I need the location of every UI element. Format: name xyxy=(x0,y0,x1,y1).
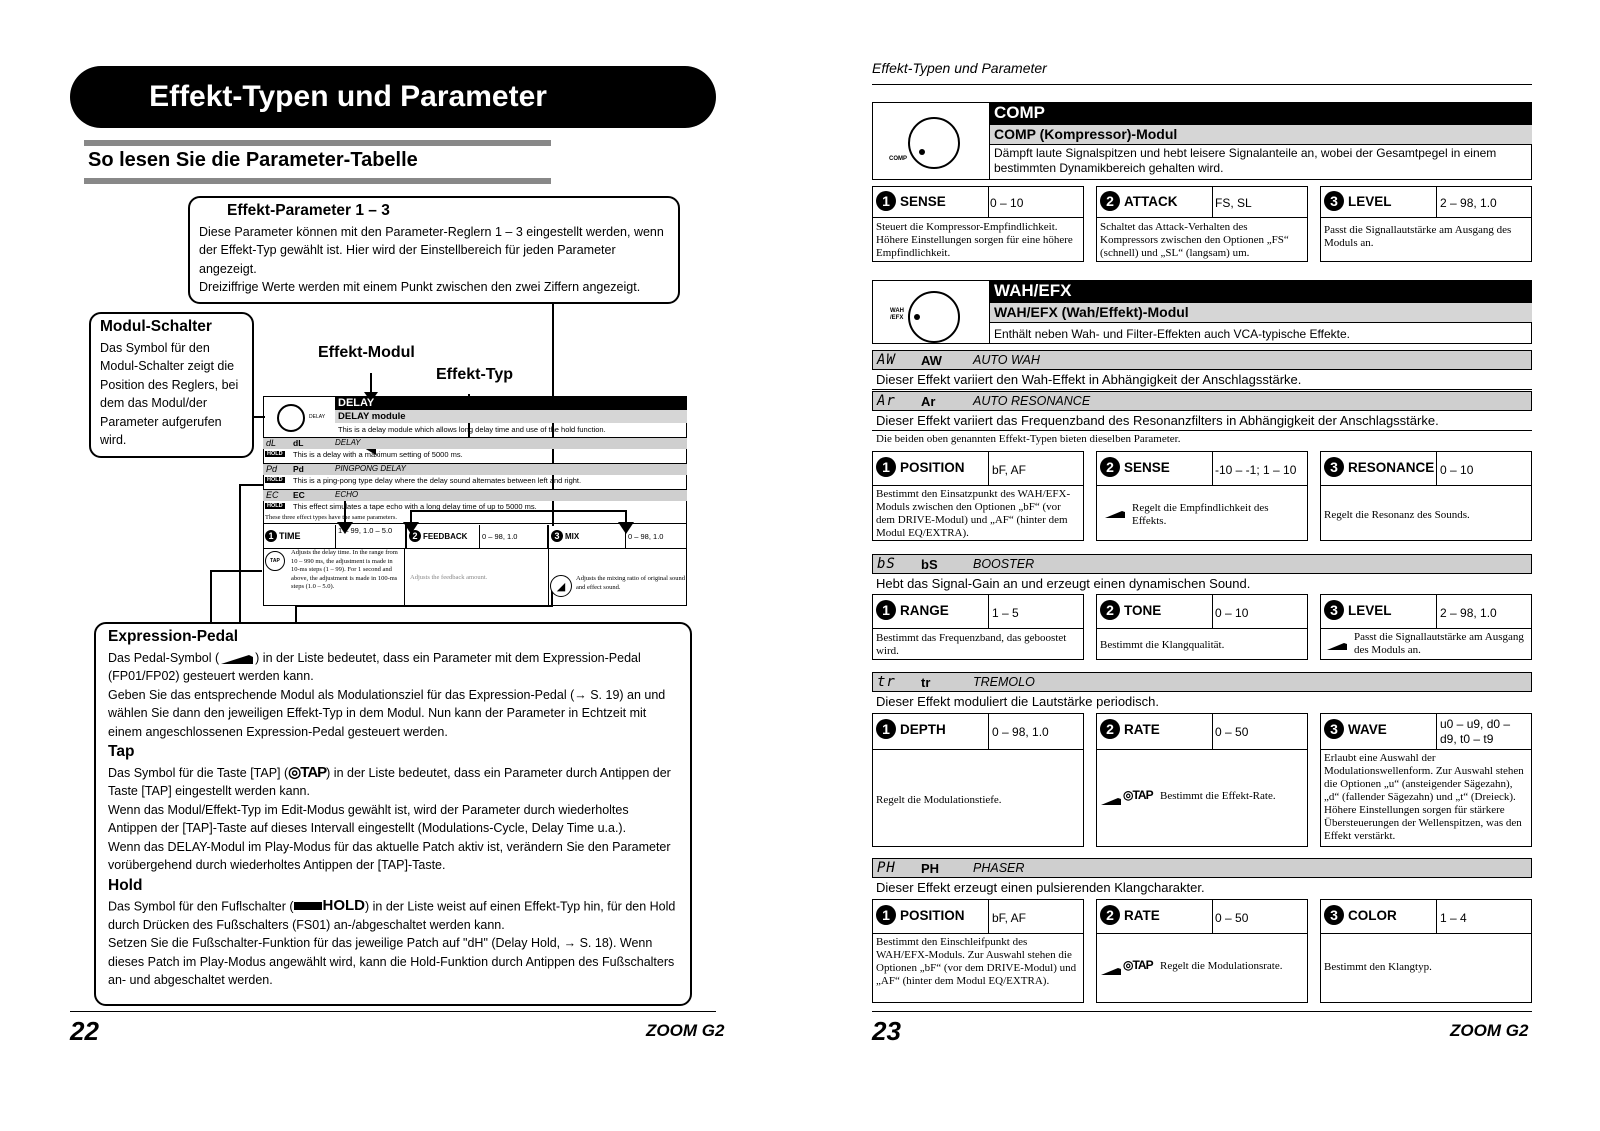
param-description: Steuert die Kompressor-Empfindlichkeit. Höhere Einstellungen sorgen für eine höhere Empfindlichkeit. xyxy=(876,221,1073,259)
callout-text: Das Symbol für den Modul-Schalter zeigt die Position des Reglers, bei dem das Modul/der Parameter aufgerufen wird. xyxy=(100,340,239,447)
param-description: Bestimmt den Einsatzpunkt des WAH/EFX-Moduls zwischen den Optionen „bF“ (vor dem DRIVE-Modul) und „AF“ (hinter dem Modul EQ/EXTRA). xyxy=(876,488,1071,539)
type-description: This effect simulates a tape echo with a long delay time of up to 5000 ms. xyxy=(293,502,537,511)
type-name: ECHO xyxy=(335,490,359,499)
param-name: COLOR xyxy=(1348,907,1397,923)
callout-heading: Hold xyxy=(108,876,143,894)
param-tone xyxy=(1100,600,1161,620)
param-desc-cell xyxy=(263,549,405,606)
param-description: Adjusts the feedback amount. xyxy=(410,574,488,581)
tap-icon: ◎TAP xyxy=(1123,788,1153,802)
pedal-icon xyxy=(1104,506,1126,516)
same-params-note: Die beiden oben genannten Effekt-Typen bieten dieselben Parameter. xyxy=(876,433,1181,445)
type-desc-row xyxy=(263,476,687,488)
callout-text: Wenn das Modul/Effekt-Typ im Edit-Modus gewählt ist, wird der Parameter durch wiederholtes Antippen der [TAP]-Taste auf dieses Intervall eingestellt (Modulations-Cycle, Delay Time u.a.). xyxy=(108,802,629,835)
type-description: Hebt das Signal-Gain an und erzeugt einen dynamischen Sound. xyxy=(876,576,1251,591)
connector-line xyxy=(239,484,241,630)
param-depth xyxy=(876,719,946,739)
param-position xyxy=(876,457,965,477)
type-name: AUTO RESONANCE xyxy=(973,394,1091,408)
divider xyxy=(1212,186,1213,217)
param-position xyxy=(876,905,965,925)
type-description: Dieser Effekt variiert den Wah-Effekt in Abhängigkeit der Anschlagsstärke. xyxy=(872,371,1532,390)
type-row xyxy=(263,463,687,475)
param-attack xyxy=(1100,191,1178,211)
param-name: RATE xyxy=(1124,907,1160,923)
divider xyxy=(1212,594,1213,628)
tap-icon-label: TAP xyxy=(1132,958,1153,972)
param-number-icon: 1 xyxy=(876,719,896,739)
param-number-icon: 2 xyxy=(1100,719,1120,739)
running-head: Effekt-Typen und Parameter xyxy=(872,60,1047,76)
tap-icon: TAP xyxy=(265,551,285,571)
param-number-icon: 2 xyxy=(1100,457,1120,477)
param-description: Regelt die Modulationsrate. xyxy=(1160,960,1283,972)
type-desc-row xyxy=(263,450,687,462)
callout-heading: Modul-Schalter xyxy=(100,318,212,335)
label-effect-type: Effekt-Typ xyxy=(436,366,514,383)
page-title: Effekt-Typen und Parameter xyxy=(70,66,716,128)
param-row xyxy=(263,525,687,549)
tap-icon-label: TAP xyxy=(1132,788,1153,802)
param-description: Adjusts the mixing ratio of original sound and effect sound. xyxy=(576,575,686,591)
param-range: 2 – 98, 1.0 xyxy=(1440,196,1497,210)
param-name: FEEDBACK xyxy=(423,531,468,541)
page-number: 23 xyxy=(872,1016,901,1046)
param-description: Adjusts the delay time. In the range from 10 – 990 ms, the adjustment is made in 10-ms steps (1 – 99). For 1 second and above, the adjustment is made in 100-ms steps (1.0 – 5.0). xyxy=(291,549,398,590)
type-name: BOOSTER xyxy=(973,557,1035,571)
callout-controls xyxy=(94,622,692,1006)
param-description: Passt die Signallautstärke am Ausgang des Moduls an. xyxy=(1324,224,1512,249)
divider xyxy=(405,525,407,549)
type-name: TREMOLO xyxy=(973,675,1035,689)
callout-text: Diese Parameter können mit den Parameter-Reglern 1 – 3 eingestellt werden, wenn der Effekt-Typ gewählt ist. Hier wird der Einstellbereich für jeden Parameter angezeigt. xyxy=(199,224,664,276)
hold-icon xyxy=(294,897,366,916)
module-header: WAH/EFX xyxy=(990,280,1532,303)
hold-icon: HOLD xyxy=(267,503,283,509)
divider xyxy=(1096,628,1308,629)
type-code: tr xyxy=(921,674,931,690)
type-description: Dieser Effekt erzeugt einen pulsierenden Klangcharakter. xyxy=(876,880,1205,895)
effect-type-row xyxy=(872,554,1532,574)
param-name: TONE xyxy=(1124,602,1162,618)
hold-icon: HOLD xyxy=(267,477,283,483)
divider xyxy=(1320,933,1532,934)
param-name: WAVE xyxy=(1348,721,1387,737)
pedal-icon xyxy=(1100,963,1122,973)
callout-text: Geben Sie das entsprechende Modul als Modulationsziel für das Expression-Pedal (→ S. 19) an und wählen Sie dann den jeweiligen Effekt-Typ in dem Modul. Nun kann der Parameter in Echtzeit mit einem angeschlossenen Expression-Pedal gesteuert werden. xyxy=(108,687,666,739)
param-range: 2 – 98, 1.0 xyxy=(1440,606,1497,620)
module-name: COMP (Kompressor)-Modul xyxy=(990,125,1532,145)
param-range: 1 – 5 xyxy=(992,606,1019,620)
param-range: 0 – 10 xyxy=(1215,606,1249,620)
param-name: RATE xyxy=(1124,721,1160,737)
type-description: This is a ping-pong type delay where the delay sound alternates between left and right. xyxy=(293,476,582,485)
lcd-display: PH xyxy=(877,860,896,876)
effect-type-row xyxy=(872,391,1532,411)
brand-label: ZOOM G2 xyxy=(646,1021,725,1040)
callout-text: Wenn das DELAY-Modul im Play-Modus für das aktuelle Patch aktiv ist, verändern Sie den Parameter vorübergehend durch wiederholtes Antippen der [TAP]-Taste. xyxy=(108,839,671,872)
type-code: bS xyxy=(921,556,938,572)
connector-line xyxy=(239,484,263,486)
param-number-icon: 2 xyxy=(1100,600,1120,620)
callout-heading: Tap xyxy=(108,743,135,760)
param-range: u0 – u9, d0 – d9, t0 – t9 xyxy=(1440,717,1511,746)
callout-text xyxy=(108,897,678,934)
callout-module-switch xyxy=(89,312,254,458)
divider xyxy=(1212,713,1213,749)
pedal-icon xyxy=(1326,638,1348,648)
param-name: MIX xyxy=(565,531,580,541)
divider xyxy=(1096,933,1308,934)
footer-rule xyxy=(70,1011,716,1012)
lcd-display: bS xyxy=(877,556,896,572)
type-code: PH xyxy=(921,860,940,876)
param-number-icon: 1 xyxy=(876,457,896,477)
effect-type-row xyxy=(872,858,1532,878)
text-segment: ) in der Liste bedeutet, dass ein Parameter mit dem Expression-Pedal (FP01/FP02) gesteuert werden kann. xyxy=(108,650,641,683)
footer-rule xyxy=(872,1011,1532,1012)
param-range: 0 – 98, 1.0 xyxy=(479,525,549,549)
param-1 xyxy=(265,530,301,542)
callout-heading: Effekt-Parameter 1 – 3 xyxy=(227,202,390,219)
text-segment: ) in der Liste bedeutet, dass ein Parameter durch Antippen der Taste [TAP] eingestellt werden kann. xyxy=(108,765,671,798)
module-description: This is a delay module which allows long delay time and use of the hold function. xyxy=(338,425,606,434)
divider xyxy=(1436,451,1437,485)
param-name: POSITION xyxy=(900,907,965,923)
lcd-display: Pd xyxy=(266,464,278,474)
divider xyxy=(989,102,990,180)
param-range: 1 – 4 xyxy=(1440,911,1467,925)
type-desc-row xyxy=(263,502,687,514)
param-sense xyxy=(876,191,946,211)
param-name: SENSE xyxy=(900,193,946,209)
param-range: 0 – 10 xyxy=(1440,463,1474,477)
param-rate xyxy=(1100,719,1160,739)
type-code: dL xyxy=(293,438,304,448)
param-rate xyxy=(1100,905,1160,925)
effect-type-row xyxy=(872,672,1532,692)
param-name: ATTACK xyxy=(1124,193,1178,209)
header-rule xyxy=(872,84,1532,85)
divider xyxy=(1212,899,1213,933)
param-color xyxy=(1324,905,1397,925)
divider xyxy=(988,713,989,749)
divider xyxy=(988,899,989,933)
divider xyxy=(1436,713,1437,749)
text-segment: Das Symbol für den Fuflschalter ( xyxy=(108,899,294,914)
divider xyxy=(1436,899,1437,933)
param-range: 0 – 98, 1.0 xyxy=(625,525,687,549)
type-code: Pd xyxy=(293,464,304,474)
module-header: COMP xyxy=(990,102,1532,125)
param-number-icon: 3 xyxy=(1324,719,1344,739)
param-range: 0 – 10 xyxy=(990,196,1024,210)
param-description: Erlaubt eine Auswahl der Modulationswellenform. Zur Auswahl stehen die Optionen „u“ (ansteigender Sägezahn), „d“ (fallender Sägezahn) und „t“ (Dreieck). Höhere Einstellungen sorgen für stärkere Übersteuerungen der Wellenspitzen, was den Effekt verstärkt. xyxy=(1324,752,1524,842)
callout-effect-params xyxy=(188,196,680,304)
param-description: Bestimmt die Klangqualität. xyxy=(1100,639,1225,651)
param-name: RESONANCE xyxy=(1348,459,1435,475)
param-range-knob xyxy=(876,600,949,620)
divider xyxy=(84,178,551,184)
param-name: RANGE xyxy=(900,602,949,618)
param-description: Bestimmt den Einschleifpunkt des WAH/EFX-Moduls. Zur Auswahl stehen die Optionen „bF“ (vor dem DRIVE-Modul) und „AF“ (hinter dem Modul EQ/EXTRA). xyxy=(876,936,1077,987)
divider xyxy=(547,525,549,549)
param-number-icon: 2 xyxy=(1100,905,1120,925)
brand-label: ZOOM G2 xyxy=(1450,1021,1529,1040)
divider xyxy=(84,140,551,146)
param-2 xyxy=(409,530,467,542)
type-name: PINGPONG DELAY xyxy=(335,464,406,473)
callout-text xyxy=(108,649,678,686)
callout-text: Dreiziffrige Werte werden mit einem Punkt zwischen den zwei Ziffern angezeigt. xyxy=(199,280,641,294)
param-range: FS, SL xyxy=(1215,196,1252,210)
type-name: PHASER xyxy=(973,861,1025,875)
module-header: DELAY xyxy=(335,396,687,410)
tap-icon: ◎TAP xyxy=(1123,958,1153,972)
example-delay-table xyxy=(263,396,687,606)
param-number-icon: 3 xyxy=(1324,905,1344,925)
type-code: Ar xyxy=(921,393,936,409)
divider xyxy=(872,217,1084,218)
knob-icon xyxy=(277,404,305,432)
lcd-display: dL xyxy=(266,438,277,448)
param-number-icon: 2 xyxy=(409,530,421,542)
tap-icon-label: TAP xyxy=(300,763,327,781)
hold-icon: HOLD xyxy=(267,451,283,457)
param-range: -10 – -1; 1 – 10 xyxy=(1215,463,1297,477)
knob-label: COMP xyxy=(889,156,907,162)
lcd-display: EC xyxy=(266,490,279,500)
label-effect-module: Effekt-Modul xyxy=(318,344,415,361)
divider xyxy=(1096,749,1308,750)
text-segment: Das Symbol für die Taste [TAP] ( xyxy=(108,765,289,780)
type-description: Dieser Effekt variiert das Frequenzband des Resonanzfilters in Abhängigkeit der Anschlagsstärke. xyxy=(872,412,1532,431)
connector-line xyxy=(210,570,262,572)
param-number-icon: 1 xyxy=(876,600,896,620)
param-level xyxy=(1324,600,1392,620)
param-description: Regelt die Empfindlichkeit des Effekts. xyxy=(1132,502,1269,527)
type-code: EC xyxy=(293,490,305,500)
param-resonance xyxy=(1324,457,1434,477)
param-number-icon: 1 xyxy=(876,905,896,925)
knob-label: WAH /EFX xyxy=(890,308,904,321)
param-3 xyxy=(551,530,579,542)
lcd-display: Ar xyxy=(877,393,896,409)
param-desc-cell xyxy=(550,549,687,606)
lcd-display: tr xyxy=(877,674,896,690)
divider xyxy=(1320,217,1532,218)
type-name: DELAY xyxy=(335,438,361,447)
param-description: Regelt die Resonanz des Sounds. xyxy=(1324,509,1470,521)
param-number-icon: 1 xyxy=(265,530,277,542)
divider xyxy=(872,628,1084,629)
divider xyxy=(988,594,989,628)
divider xyxy=(1320,485,1532,486)
param-description: Passt die Signallautstärke am Ausgang des Moduls an. xyxy=(1354,631,1524,656)
param-description: Bestimmt das Frequenzband, das geboostet wird. xyxy=(876,632,1067,657)
param-desc-cell xyxy=(406,549,549,606)
pedal-icon xyxy=(1100,793,1122,803)
divider xyxy=(1096,485,1308,486)
param-description: Regelt die Modulationstiefe. xyxy=(876,794,1002,806)
type-name: AUTO WAH xyxy=(973,353,1040,367)
page-number: 22 xyxy=(70,1016,99,1046)
knob-icon xyxy=(908,117,960,169)
text-segment: ) in der Liste weist auf einen Effekt-Typ hin, für den Hold durch Drücken des Fußschalters (FS01) an-/abgeschaltet werden kann. xyxy=(108,899,676,932)
param-description: Schaltet das Attack-Verhalten des Kompressors zwischen den Optionen „FS“ (schnell) und „SL“ (langsam) um. xyxy=(1100,221,1289,259)
effect-type-row xyxy=(872,350,1532,370)
param-name: LEVEL xyxy=(1348,602,1392,618)
param-range: 1 – 99, 1.0 – 5.0 xyxy=(335,525,405,549)
param-description: Bestimmt die Effekt-Rate. xyxy=(1160,790,1276,802)
callout-text xyxy=(108,764,678,801)
divider xyxy=(1212,451,1213,485)
divider xyxy=(1436,594,1437,628)
type-row xyxy=(263,437,687,449)
module-name: DELAY module xyxy=(335,410,687,423)
param-number-icon: 3 xyxy=(1324,457,1344,477)
divider xyxy=(989,280,990,344)
param-sense xyxy=(1100,457,1170,477)
param-number-icon: 2 xyxy=(1100,191,1120,211)
pedal-icon: ◢ xyxy=(550,575,572,597)
param-range: bF, AF xyxy=(992,911,1027,925)
param-description: Bestimmt den Klangtyp. xyxy=(1324,961,1432,973)
type-description: This is a delay with a maximum setting of 5000 ms. xyxy=(293,450,463,459)
param-name: TIME xyxy=(279,531,301,541)
type-row xyxy=(263,489,687,501)
callout-heading: Expression-Pedal xyxy=(108,628,239,645)
lcd-display: AW xyxy=(877,352,896,368)
text-segment: Das Pedal-Symbol ( xyxy=(108,650,220,665)
divider xyxy=(1096,217,1308,218)
param-range: bF, AF xyxy=(992,463,1027,477)
param-level xyxy=(1324,191,1392,211)
param-number-icon: 3 xyxy=(551,530,563,542)
param-name: SENSE xyxy=(1124,459,1170,475)
section-title: So lesen Sie die Parameter-Tabelle xyxy=(88,149,418,171)
module-description: Enthält neben Wah- und Filter-Effekten auch VCA-typische Effekte. xyxy=(994,327,1350,341)
param-number-icon: 3 xyxy=(1324,191,1344,211)
param-range: 0 – 50 xyxy=(1215,911,1249,925)
divider xyxy=(988,186,989,217)
divider xyxy=(988,451,989,485)
param-wave xyxy=(1324,719,1387,739)
param-range: 0 – 50 xyxy=(1215,725,1249,739)
same-params-note: These three effect types have the same parameters. xyxy=(263,514,687,524)
hold-icon-label: HOLD xyxy=(322,897,365,914)
connector-line xyxy=(210,570,212,630)
param-number-icon: 1 xyxy=(876,191,896,211)
module-description: Dämpft laute Signalspitzen und hebt leisere Signalanteile an, wobei der Gesamtpegel in einem bestimmten Dynamikbereich gehalten wird. xyxy=(994,146,1497,175)
param-name: POSITION xyxy=(900,459,965,475)
param-name: LEVEL xyxy=(1348,193,1392,209)
tap-icon: ◎TAP xyxy=(288,763,327,781)
param-name: DEPTH xyxy=(900,721,946,737)
knob-label: DELAY xyxy=(309,414,326,420)
pedal-icon xyxy=(219,652,255,664)
divider xyxy=(872,749,1084,750)
type-code: AW xyxy=(921,352,942,368)
type-description: Dieser Effekt moduliert die Lautstärke periodisch. xyxy=(876,694,1160,709)
module-name: WAH/EFX (Wah/Effekt)-Modul xyxy=(990,303,1532,323)
param-range: 0 – 98, 1.0 xyxy=(992,725,1049,739)
divider xyxy=(1436,186,1437,217)
param-number-icon: 3 xyxy=(1324,600,1344,620)
callout-text: Setzen Sie die Fußschalter-Funktion für das jeweilige Patch auf "dH" (Delay Hold, → S. 18). Wenn dieses Patch im Play-Modus angewählt wird, kann die Hold-Funktion durch Antippen des Fußschalters an- und abgeschaltet werden. xyxy=(108,936,675,988)
knob-icon xyxy=(908,291,960,343)
